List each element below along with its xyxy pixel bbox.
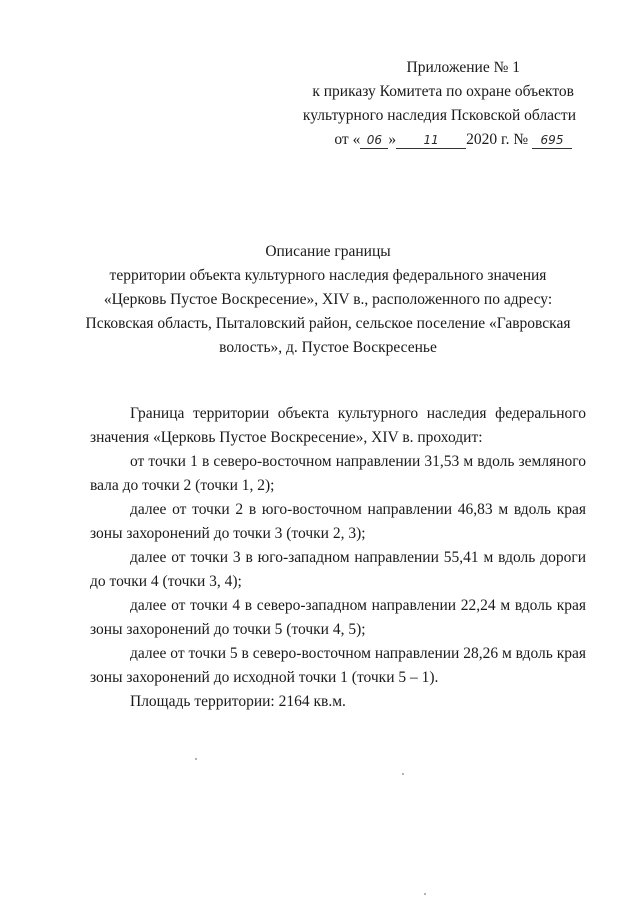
boundary-segment: далее от точки 2 в юго-восточном направлении 46,83 м вдоль края зоны захоронений до точки 3 (точки 2, 3); (90, 501, 586, 542)
title-line-1: Описание границы (265, 243, 391, 260)
appendix-number: Приложение № 1 (406, 59, 520, 76)
title-line-5: волость», д. Пустое Воскресенье (219, 339, 437, 356)
appendix-date-line (278, 128, 578, 152)
boundary-segment: далее от точки 5 в северо-восточном направлении 28,26 м вдоль края зоны захоронений до исходной точки 1 (точки 5 – 1). (90, 645, 586, 686)
scan-speck (424, 893, 426, 895)
handwritten-month: 11 (396, 132, 466, 149)
handwritten-day: 06 (360, 132, 388, 149)
boundary-segment: далее от точки 4 в северо-западном направлении 22,24 м вдоль края зоны захоронений до точки 5 (точки 4, 5); (90, 597, 586, 638)
boundary-segment: далее от точки 3 в юго-западном направлении 55,41 м вдоль дороги до точки 4 (точки 3, 4); (90, 549, 586, 590)
title-line-3: «Церковь Пустое Воскресение», XIV в., расположенного по адресу: (103, 291, 553, 308)
scan-speck (195, 758, 197, 760)
document-title (60, 240, 596, 360)
appendix-order-ref: к приказу Комитета по охране объектов (312, 83, 574, 100)
title-line-2: территории объекта культурного наследия федерального значения (109, 267, 547, 284)
intro-paragraph: Граница территории объекта культурного наследия федерального значения «Церковь Пустое Воскресение», XIV в. проходит: (90, 405, 586, 446)
document-body (90, 402, 586, 714)
appendix-committee: культурного наследия Псковской области (302, 107, 576, 124)
boundary-segment: от точки 1 в северо-восточном направлении 31,53 м вдоль земляного вала до точки 2 (точки 1, 2); (90, 453, 586, 494)
scan-speck (402, 773, 404, 775)
date-prefix: от « (334, 131, 361, 148)
date-mid: » (388, 131, 397, 148)
handwritten-order-number: 695 (532, 132, 572, 149)
date-year: 2020 г. № (466, 131, 529, 148)
title-line-4: Псковская область, Пыталовский район, сельское поселение «Гавровская (85, 315, 571, 332)
appendix-header (278, 56, 578, 152)
area-statement: Площадь территории: 2164 кв.м. (130, 693, 346, 710)
